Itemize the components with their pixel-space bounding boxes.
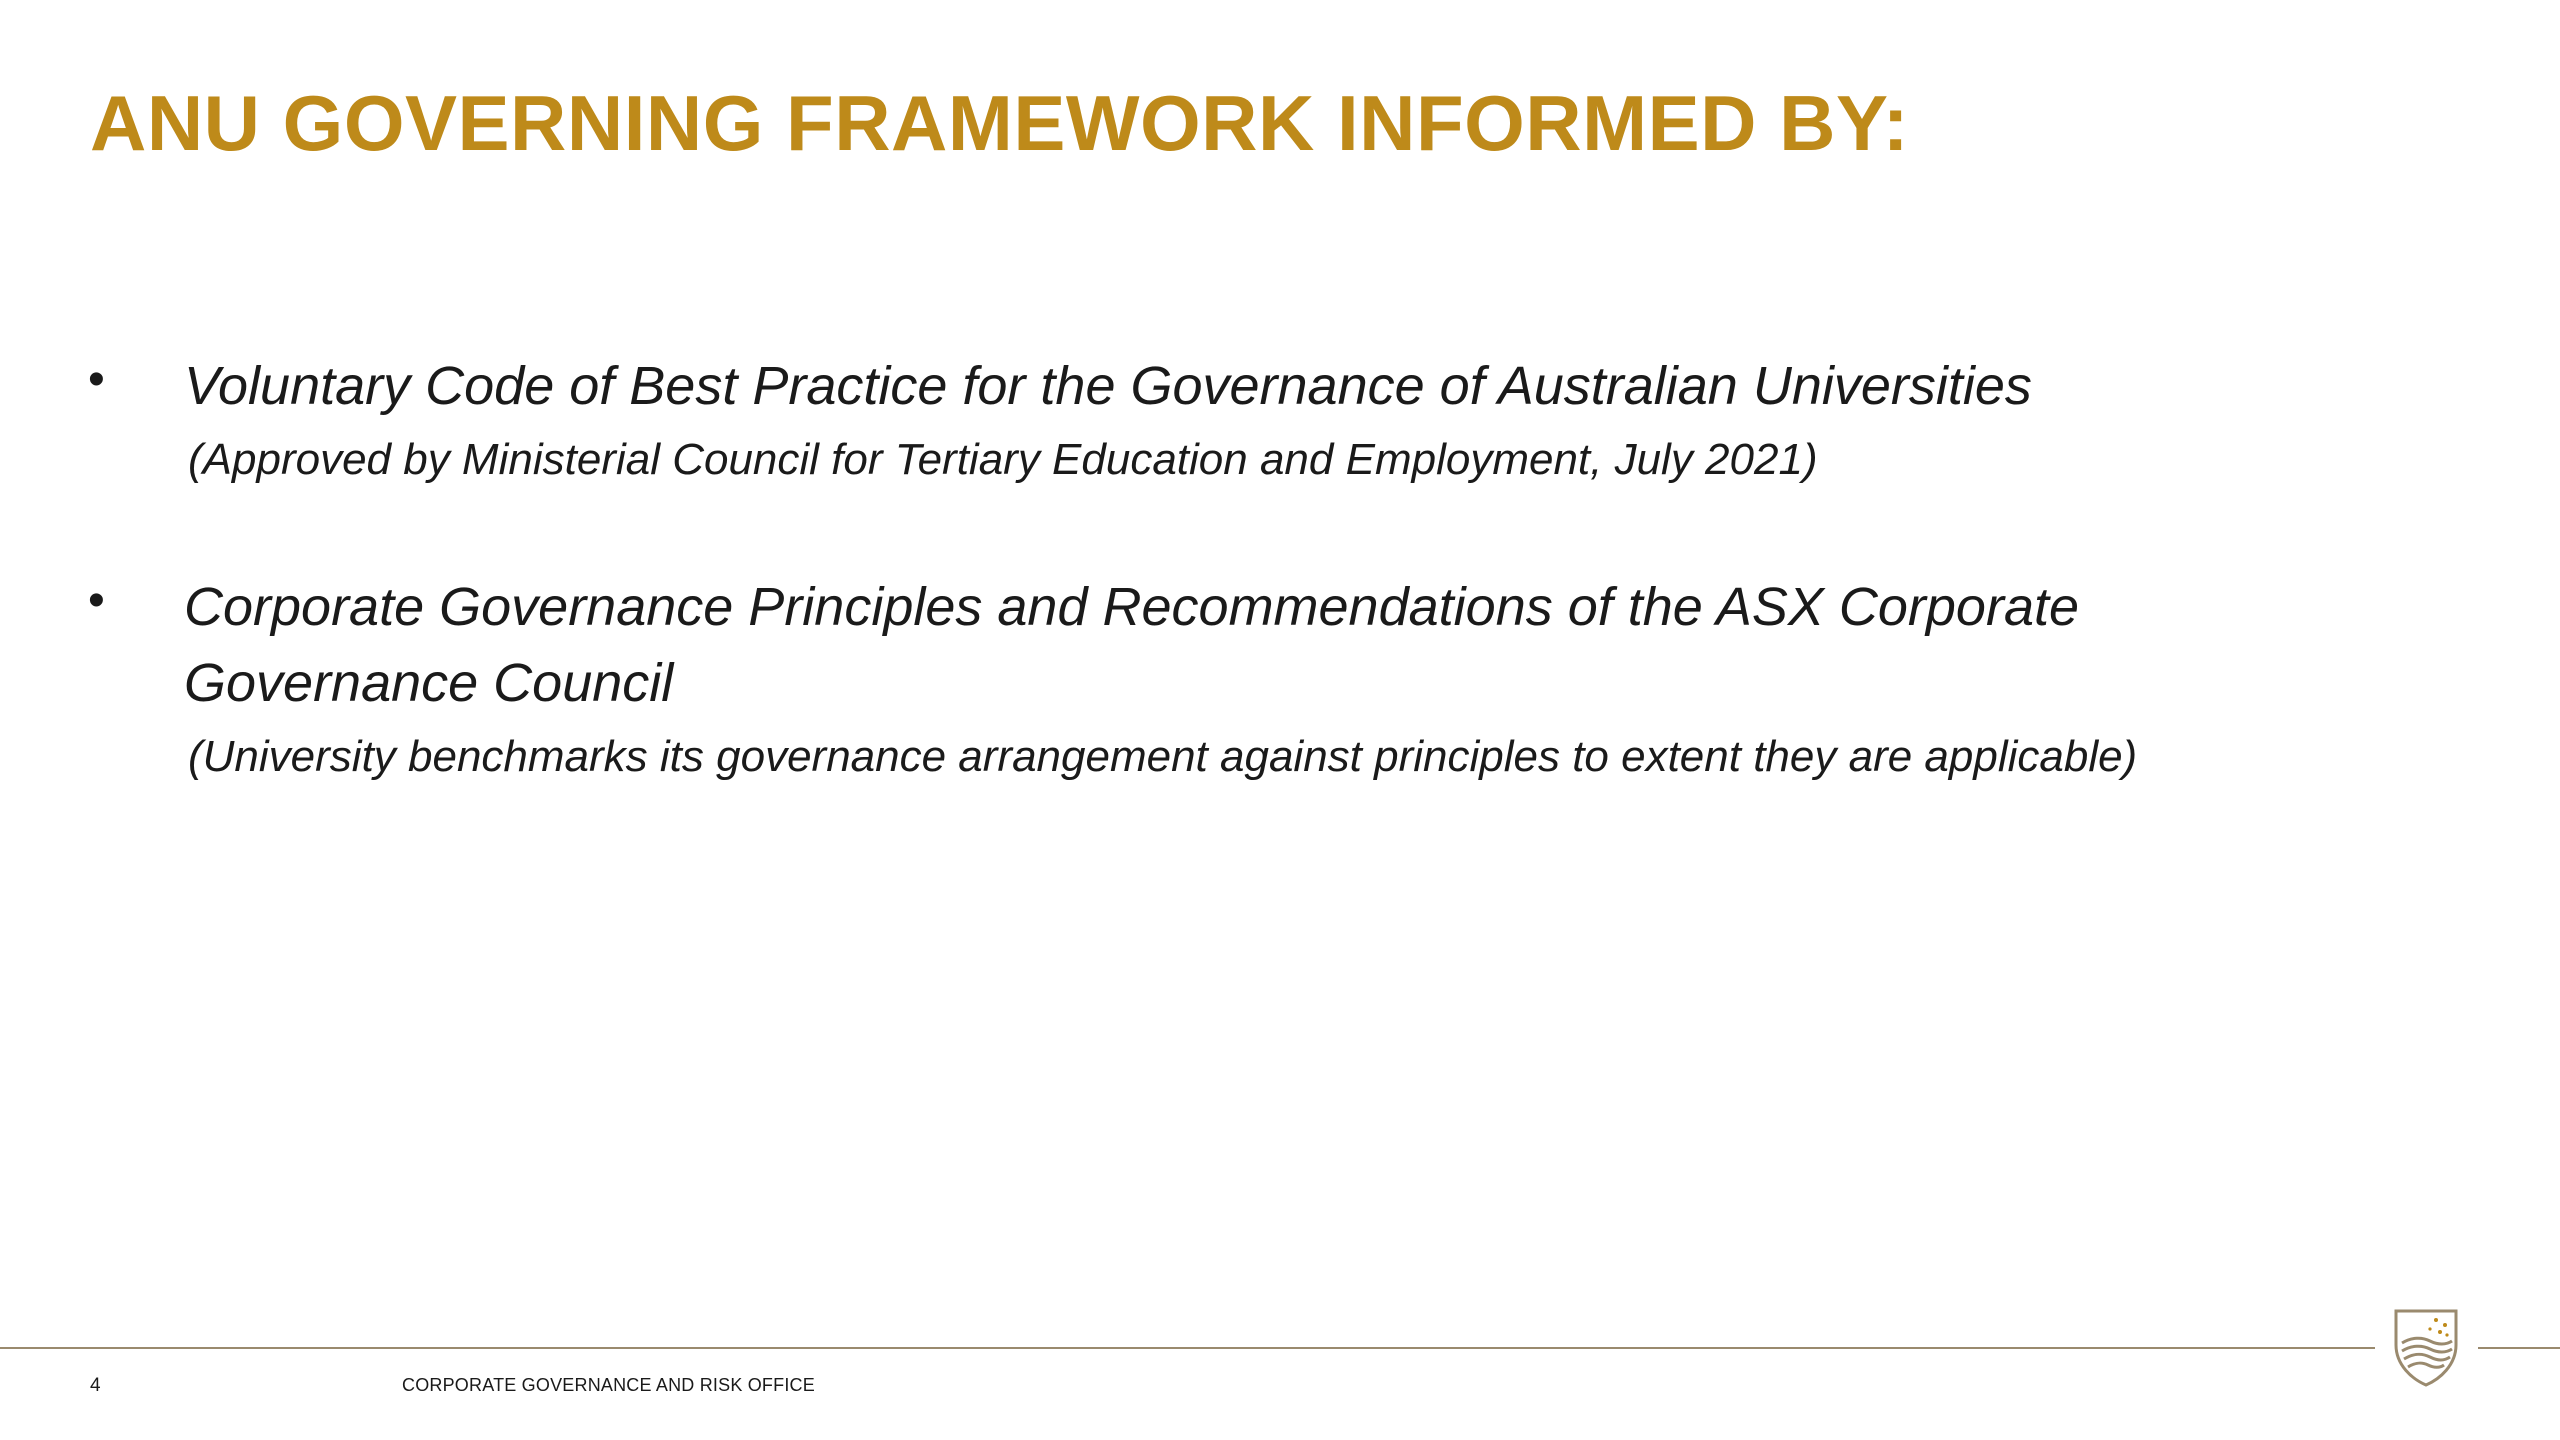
bullet-marker: •	[88, 574, 105, 627]
office-name: CORPORATE GOVERNANCE AND RISK OFFICE	[402, 1375, 815, 1395]
bullet-main-text: Voluntary Code of Best Practice for the Governance of Australian Universities	[184, 356, 2032, 416]
bullet-list	[88, 348, 2288, 866]
footer-divider-right	[2478, 1347, 2560, 1349]
bullet-sub-text: (Approved by Ministerial Council for Tertiary Education and Employment, July 2021)	[188, 435, 1818, 484]
bullet-main-text: Corporate Governance Principles and Recommendations of the ASX Corporate Governance Council	[184, 577, 2080, 713]
page-number: 4	[90, 1375, 101, 1396]
bullet-marker: •	[88, 353, 105, 406]
footer-divider-left	[0, 1347, 2375, 1349]
bullet-item	[88, 569, 2288, 788]
anu-crest-icon	[2390, 1305, 2462, 1387]
bullet-item	[88, 348, 2288, 491]
slide-title: ANU GOVERNING FRAMEWORK INFORMED BY:	[90, 79, 1910, 167]
bullet-sub-text: (University benchmarks its governance arrangement against principles to extent they are applicable)	[188, 732, 2138, 781]
